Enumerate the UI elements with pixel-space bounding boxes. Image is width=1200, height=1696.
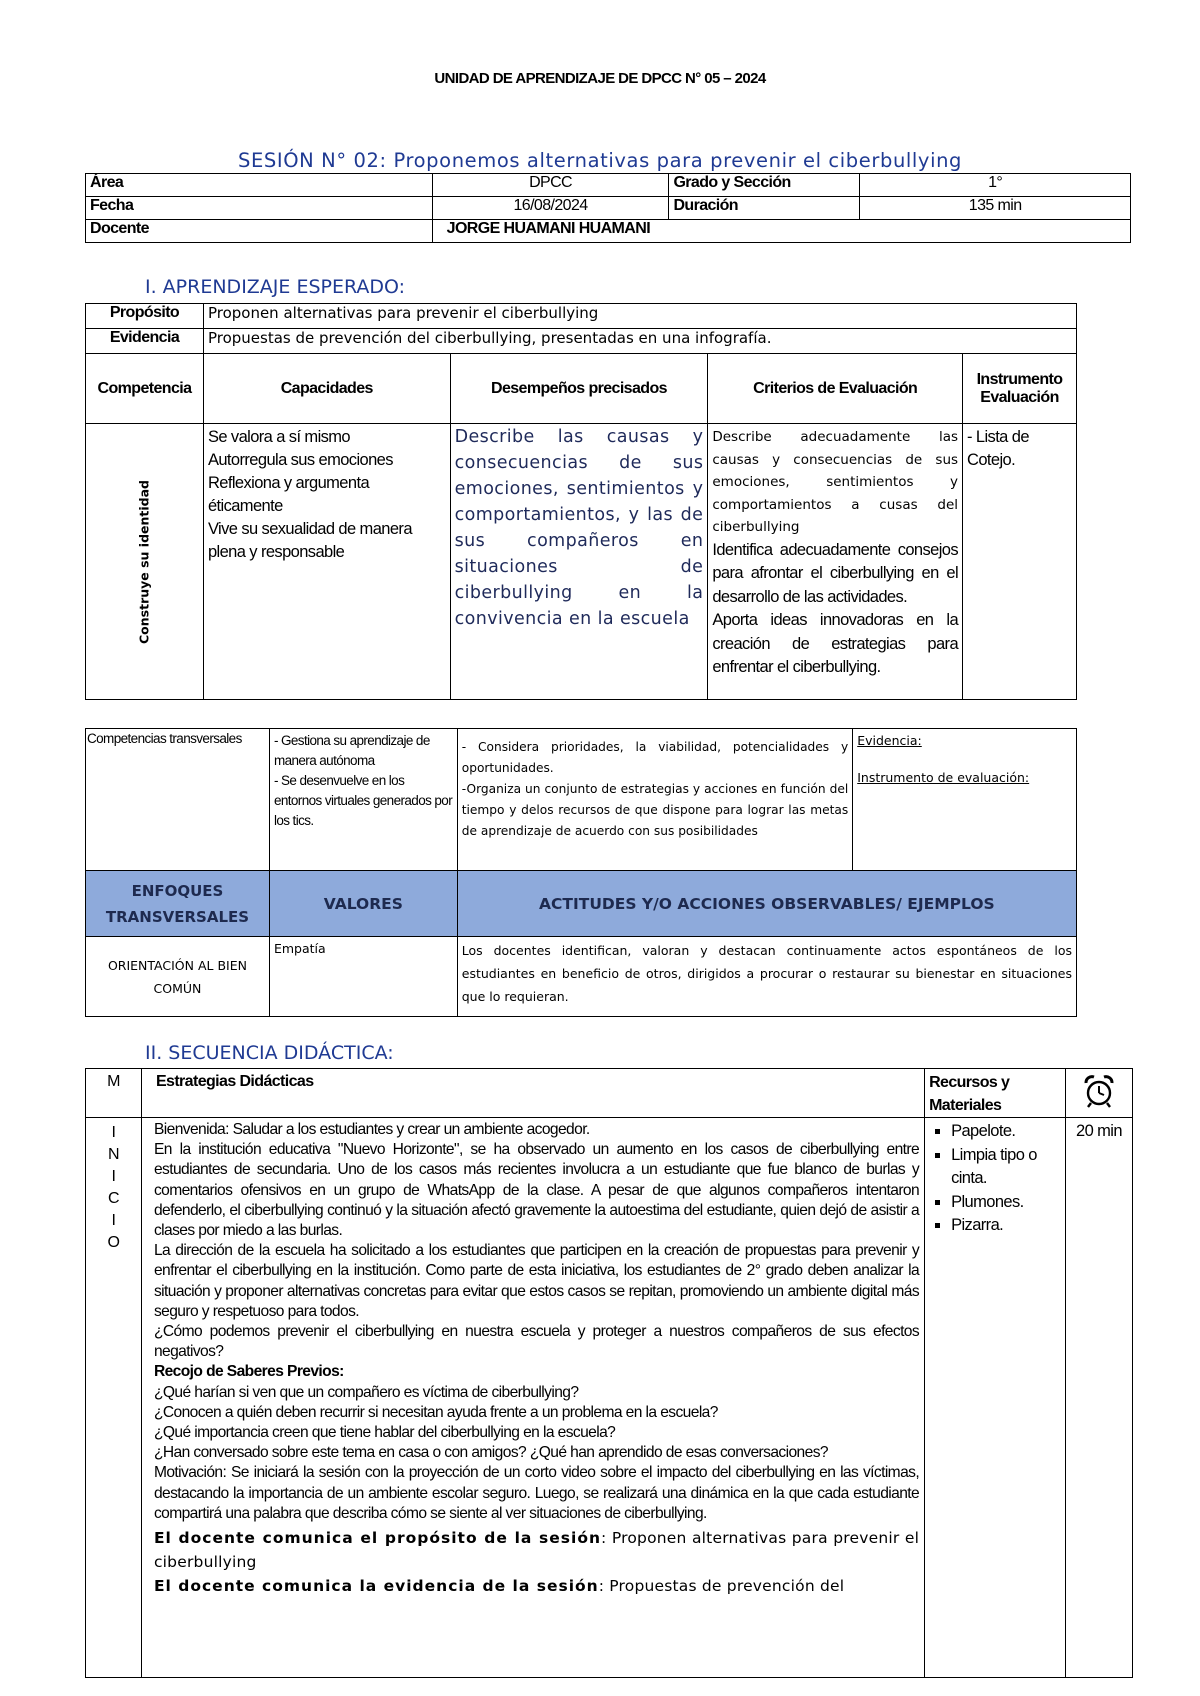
moment-letter: I bbox=[111, 1212, 116, 1229]
criterio-2: Identifica adecuadamente consejos para afrontar el ciberbullying en el desarrollo de las actividades. bbox=[712, 540, 959, 606]
proposito-comunicado bbox=[154, 1526, 919, 1574]
col-capacidades: Capacidades bbox=[203, 354, 450, 424]
recurso-item: ▪ Limpia tipo o cinta. bbox=[951, 1144, 1061, 1191]
capacidad-item: Autorregula sus emociones bbox=[207, 451, 393, 469]
transversal-comps bbox=[269, 729, 457, 871]
moment-letter: I bbox=[111, 1168, 116, 1185]
pregunta-2: ¿Conocen a quién deben recurrir si necesitan ayuda frente a un problema en la escuela? bbox=[153, 1403, 718, 1421]
criterio-1: Describe adecuadamente las causas y consecuencias de sus emociones, sentimientos y comportamientos a cusas del ciberbullying bbox=[712, 429, 959, 535]
unit-title: UNIDAD DE APRENDIZAJE DE DPCC N° 05 – 2024 bbox=[434, 70, 766, 87]
transversal-descs bbox=[457, 729, 852, 871]
fecha-label: Fecha bbox=[86, 197, 433, 220]
recursos-cell bbox=[925, 1118, 1066, 1678]
desempeno-cell: Describe las causas y consecuencias de sus emociones, sentimientos y comportamientos, y las de sus compañeros en situaciones de ciberbullying en la convivencia en la escuela bbox=[450, 424, 708, 700]
capacidad-item: Vive su sexualidad de manera plena y responsable bbox=[207, 520, 412, 561]
evidencia-label: Evidencia bbox=[86, 329, 204, 354]
transversal-instrumento: Instrumento de evaluación: bbox=[857, 770, 1030, 785]
saberes-previos-label: Recojo de Saberes Previos: bbox=[153, 1363, 344, 1381]
recursos-list bbox=[929, 1120, 1061, 1238]
docente-label: Docente bbox=[86, 220, 433, 243]
moment-letter: N bbox=[107, 1146, 119, 1163]
transversal-table bbox=[85, 728, 1077, 1017]
section-1-heading: I. APRENDIZAJE ESPERADO: bbox=[145, 276, 406, 298]
evidencia-comunicada-text: : Propuestas de prevención del bbox=[598, 1577, 845, 1596]
transversal-evid-cell bbox=[853, 729, 1077, 871]
pregunta-4: ¿Han conversado sobre este tema en casa o con amigos? ¿Qué han aprendido de esas conversaciones? bbox=[153, 1444, 828, 1462]
enfoque-value: ORIENTACIÓN AL BIEN COMÚN bbox=[86, 937, 270, 1017]
transversal-comp-1: - Gestiona su aprendizaje de manera autónoma bbox=[273, 733, 430, 768]
transversal-evidencia: Evidencia: bbox=[857, 733, 922, 748]
time-cell: 20 min bbox=[1066, 1118, 1133, 1678]
session-title: SESIÓN N° 02: Proponemos alternativas para prevenir el ciberbullying bbox=[237, 149, 963, 172]
motivacion-label: Motivación: bbox=[153, 1464, 227, 1482]
criterio-3: Aporta ideas innovadoras en la creación de estrategias para enfrentar el ciberbullying. bbox=[712, 611, 959, 676]
enfoques-header: ENFOQUES TRANSVERSALES bbox=[86, 871, 270, 937]
col-estrategias: Estrategias Didácticas bbox=[141, 1069, 924, 1118]
area-value: DPCC bbox=[432, 174, 669, 197]
competencia-cell bbox=[86, 424, 204, 700]
fecha-value: 16/08/2024 bbox=[432, 197, 669, 220]
grado-value: 1° bbox=[860, 174, 1131, 197]
transversal-desc-2: -Organiza un conjunto de estrategias y acciones en función del tiempo y delos recursos de que dispone para lograr las metas de aprendizaje de acuerdo con sus posibilidades bbox=[461, 782, 849, 838]
motivacion-text bbox=[154, 1463, 919, 1524]
transversal-desc-1: - Considera prioridades, la viabilidad, potencialidades y oportunidades. bbox=[461, 740, 849, 775]
evidencia-comunicada-label: El docente comunica la evidencia de la sesión bbox=[153, 1577, 599, 1596]
duracion-label: Duración bbox=[669, 197, 860, 220]
proposito-comunicado-text: : Proponen alternativas para prevenir el ciberbullying bbox=[153, 1529, 920, 1572]
capacidades-cell bbox=[203, 424, 450, 700]
moment-letter: I bbox=[111, 1124, 116, 1141]
col-desempenos: Desempeños precisados bbox=[450, 354, 708, 424]
area-label: Área bbox=[86, 174, 433, 197]
pregunta-1: ¿Qué harían si ven que un compañero es víctima de ciberbullying? bbox=[153, 1383, 579, 1401]
col-recursos: Recursos y Materiales bbox=[925, 1069, 1066, 1118]
clock-cell bbox=[1066, 1069, 1133, 1118]
competencia-text: Construye su identidad bbox=[136, 479, 152, 644]
criterios-cell bbox=[708, 424, 963, 700]
instrumento-cell: - Lista de Cotejo. bbox=[963, 424, 1077, 700]
alarm-clock-icon bbox=[1083, 1074, 1115, 1108]
motivacion-body: Se iniciará la sesión con la proyección de un corto video sobre el impacto del ciberbullying en las víctimas, destacando la importancia de un ambiente escolar seguro. Luego, se realizará una dinámica en la que cada estudiante compartirá una palabra que describa cómo se siente al ver situaciones de ciberbullying. bbox=[153, 1464, 920, 1522]
evidencia-value: Propuestas de prevención del ciberbullying, presentadas en una infografía. bbox=[203, 329, 1076, 354]
evidencia-comunicada bbox=[154, 1574, 919, 1598]
proposito-label: Propósito bbox=[86, 304, 204, 329]
proposito-comunicado-label: El docente comunica el propósito de la sesión bbox=[153, 1529, 602, 1548]
aprendizaje-table bbox=[85, 303, 1077, 700]
capacidad-item: Reflexiona y argumenta éticamente bbox=[207, 474, 370, 515]
col-instrumento: Instrumento Evaluación bbox=[963, 354, 1077, 424]
docente-value: JORGE HUAMANI HUAMANI bbox=[432, 220, 1130, 243]
col-criterios: Criterios de Evaluación bbox=[708, 354, 963, 424]
estrategias-cell bbox=[141, 1118, 924, 1678]
recurso-item: ▪ Pizarra. bbox=[951, 1214, 1061, 1238]
moment-letter: O bbox=[107, 1234, 120, 1251]
col-m: M bbox=[86, 1069, 142, 1118]
actitud-value: Los docentes identifican, valoran y destacan continuamente actos espontáneos de los estudiantes en beneficio de otros, dirigidos a procurar o restaurar su bienestar en situaciones que lo requieran. bbox=[457, 937, 1076, 1017]
transversal-label: Competencias transversales bbox=[86, 729, 270, 871]
col-competencia: Competencia bbox=[86, 354, 204, 424]
secuencia-table bbox=[85, 1068, 1133, 1678]
recurso-item: ▪ Plumones. bbox=[951, 1191, 1061, 1215]
recurso-item: ▪ Papelote. bbox=[951, 1120, 1061, 1144]
section-2-heading: II. SECUENCIA DIDÁCTICA: bbox=[145, 1042, 394, 1064]
moment-label bbox=[90, 1122, 137, 1254]
info-table bbox=[85, 173, 1131, 243]
valores-header: VALORES bbox=[269, 871, 457, 937]
pregunta-reto: ¿Cómo podemos prevenir el ciberbullying en nuestra escuela y proteger a nuestros compañeros de sus efectos negativos? bbox=[153, 1323, 920, 1361]
proposito-value: Proponen alternativas para prevenir el ciberbullying bbox=[203, 304, 1076, 329]
valor-value: Empatía bbox=[269, 937, 457, 1017]
grado-label: Grado y Sección bbox=[669, 174, 860, 197]
actitudes-header: ACTITUDES Y/O ACCIONES OBSERVABLES/ EJEMPLOS bbox=[457, 871, 1076, 937]
moment-letter: C bbox=[107, 1190, 119, 1207]
pregunta-3: ¿Qué importancia creen que tiene hablar del ciberbullying en la escuela? bbox=[153, 1424, 616, 1442]
moment-cell bbox=[86, 1118, 142, 1678]
bienvenida-text: Bienvenida: Saludar a los estudiantes y crear un ambiente acogedor. bbox=[153, 1121, 590, 1138]
situacion-text: En la institución educativa "Nuevo Horizonte", se ha observado un aumento en los casos de ciberbullying entre estudiantes de secundaria. Uno de los casos más recientes involucra a un estudiante que fue blanco de burlas y comentarios ofensivos en un grupo de WhatsApp de la clase. A pesar de que algunos compañeros intentaron defenderlo, el ciberbullying continuó y la situación afectó gravemente la autoestima del estudiante, quien dejó de asistir a clases por miedo a las burlas. bbox=[153, 1141, 920, 1240]
transversal-comp-2: - Se desenvuelve en los entornos virtuales generados por los tics. bbox=[273, 773, 453, 828]
direccion-text: La dirección de la escuela ha solicitado a los estudiantes que participen en la creación de propuestas para prevenir y enfrentar el ciberbullying en la institución. Como parte de esta iniciativa, los estudiantes de 2° grado deben analizar la situación y proponer alternativas concretas para evitar que estos casos se repitan, promoviendo un ambiente digital más seguro y respetuoso para todos. bbox=[153, 1242, 920, 1320]
capacidad-item: Se valora a sí mismo bbox=[207, 428, 351, 446]
duracion-value: 135 min bbox=[860, 197, 1131, 220]
